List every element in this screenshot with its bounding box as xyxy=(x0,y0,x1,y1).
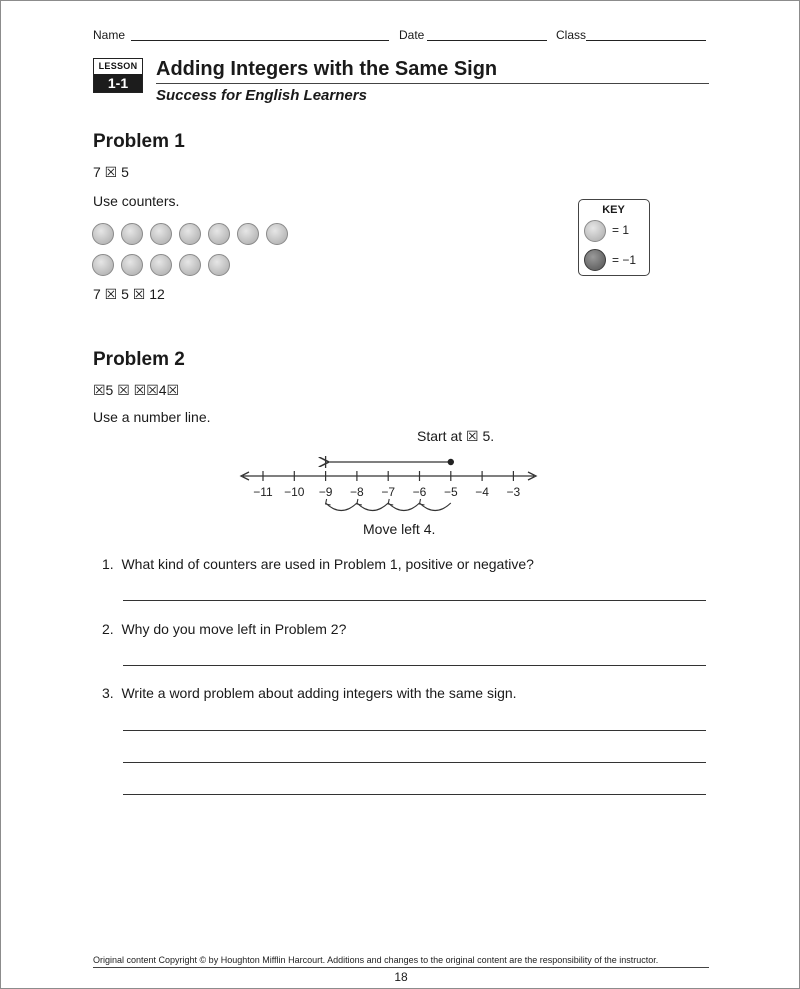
number-line-tick-label: −6 xyxy=(412,485,427,499)
positive-counter-icon xyxy=(92,223,114,245)
number-line-tick-label: −8 xyxy=(350,485,364,499)
number-line-tick-label: −3 xyxy=(506,485,521,499)
question-2-text: Why do you move left in Problem 2? xyxy=(121,621,347,637)
question-3-text: Write a word problem about adding integers with the same sign. xyxy=(121,685,517,701)
title-divider xyxy=(156,83,709,84)
hop-arrowhead-icon xyxy=(420,499,425,505)
start-point xyxy=(448,459,454,465)
key-positive-label: = 1 xyxy=(612,223,630,237)
number-line-diagram xyxy=(231,446,551,521)
question-3-number: 3. xyxy=(102,685,114,701)
problem2-expression: ☒5 ☒ ☒☒4☒ xyxy=(93,382,180,398)
answer-line[interactable] xyxy=(123,794,706,795)
question-3 xyxy=(102,685,517,701)
hop-arrowhead-icon xyxy=(388,499,393,505)
number-line-tick-label: −11 xyxy=(253,485,273,499)
positive-counter-icon xyxy=(121,223,143,245)
answer-line[interactable] xyxy=(123,665,706,666)
hop-arc xyxy=(388,503,419,511)
copyright-text: Original content Copyright © by Houghton Mifflin Harcourt. Additions and changes to the original content are the responsibility of the instructor. xyxy=(93,955,659,965)
question-2-number: 2. xyxy=(102,621,114,637)
hop-arrowhead-icon xyxy=(326,499,331,505)
class-label: Class xyxy=(556,28,587,42)
class-line[interactable] xyxy=(586,29,706,41)
number-line-move-note: Move left 4. xyxy=(363,521,436,537)
key-negative-label: = −1 xyxy=(612,253,637,267)
positive-counter-icon xyxy=(266,223,288,245)
problem1-heading: Problem 1 xyxy=(93,131,185,152)
answer-line[interactable] xyxy=(123,762,706,763)
name-label: Name xyxy=(93,28,126,42)
question-2 xyxy=(102,621,346,637)
key-title: KEY xyxy=(602,204,625,216)
number-line-tick-label: −5 xyxy=(443,485,458,499)
number-line-start-note: Start at ☒ 5. xyxy=(417,428,495,444)
hop-arc xyxy=(420,503,451,511)
positive-counter-icon xyxy=(150,254,172,276)
positive-counter-icon xyxy=(237,223,259,245)
positive-counter-icon xyxy=(150,223,172,245)
problem2-heading: Problem 2 xyxy=(93,349,185,370)
problem1-instruction: Use counters. xyxy=(93,193,180,209)
counter-key xyxy=(578,199,650,276)
positive-counter-icon xyxy=(208,254,230,276)
answer-line[interactable] xyxy=(123,730,706,731)
hop-arc xyxy=(357,503,388,511)
positive-counter-icon xyxy=(179,254,201,276)
positive-counter-icon xyxy=(121,254,143,276)
negative-counter-icon xyxy=(584,249,606,271)
lesson-number: 1-1 xyxy=(94,74,142,92)
page-subtitle: Success for English Learners xyxy=(156,87,367,104)
page-number: 18 xyxy=(394,970,408,984)
footer-divider xyxy=(93,967,709,968)
question-1 xyxy=(102,556,534,572)
question-1-text: What kind of counters are used in Problem 1, positive or negative? xyxy=(121,556,534,572)
number-line-tick-label: −9 xyxy=(318,485,333,499)
date-line[interactable] xyxy=(427,29,547,41)
name-line[interactable] xyxy=(131,29,389,41)
positive-counter-icon xyxy=(584,220,606,242)
question-1-number: 1. xyxy=(102,556,114,572)
date-label: Date xyxy=(399,28,425,42)
positive-counter-icon xyxy=(92,254,114,276)
number-line-tick-label: −4 xyxy=(475,485,489,499)
page-title: Adding Integers with the Same Sign xyxy=(156,58,498,80)
positive-counter-icon xyxy=(179,223,201,245)
problem1-expression: 7 ☒ 5 xyxy=(93,164,129,180)
lesson-badge xyxy=(93,58,143,93)
number-line-tick-label: −7 xyxy=(381,485,396,499)
problem2-instruction: Use a number line. xyxy=(93,409,211,425)
number-line-tick-label: −10 xyxy=(284,485,305,499)
problem1-result: 7 ☒ 5 ☒ 12 xyxy=(93,286,165,302)
lesson-word: LESSON xyxy=(98,61,138,71)
answer-line[interactable] xyxy=(123,600,706,601)
positive-counter-icon xyxy=(208,223,230,245)
hop-arrowhead-icon xyxy=(357,499,362,505)
hop-arc xyxy=(326,503,357,511)
